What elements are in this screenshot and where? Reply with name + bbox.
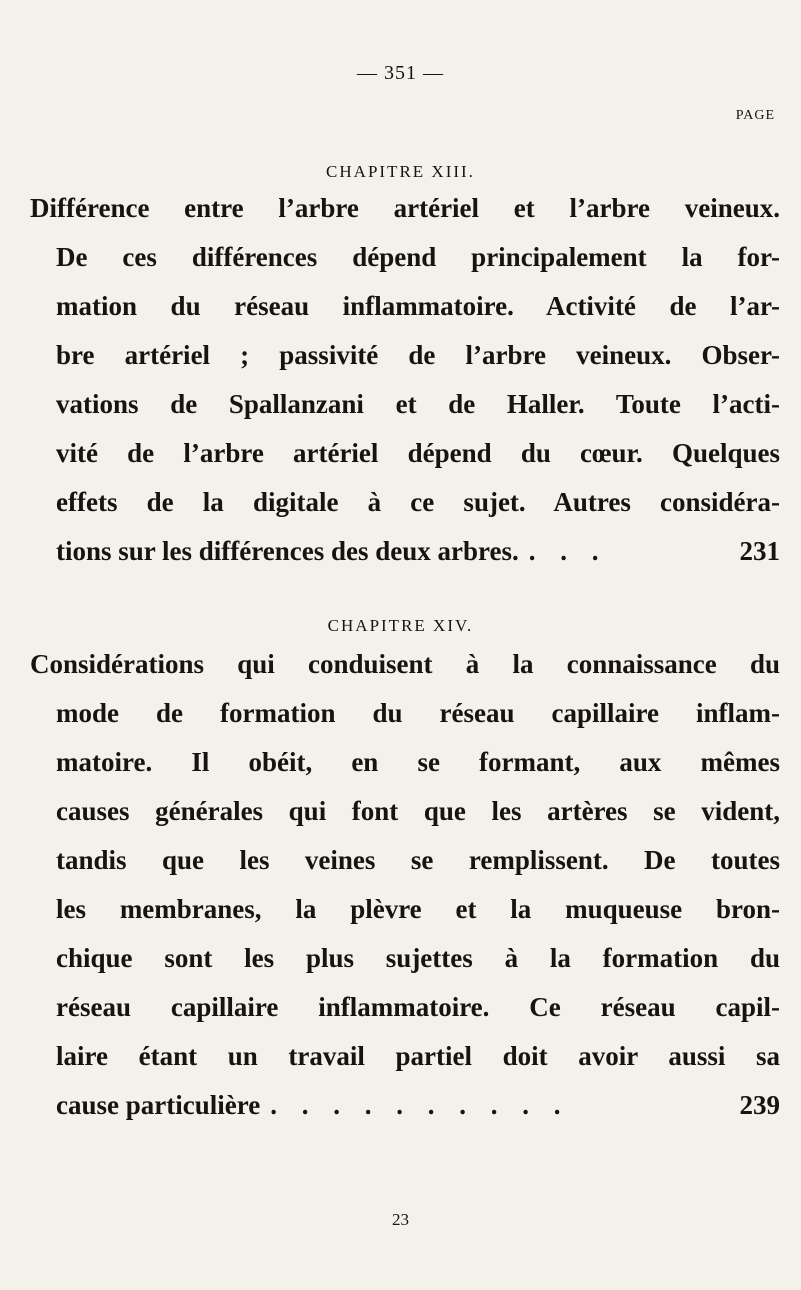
- summary-line: vité de l’arbre artériel dépend du cœur. Quelques: [56, 438, 780, 468]
- summary-line: tions sur les différences des deux arbres.: [56, 536, 519, 566]
- dot-leader: . . .: [528, 536, 608, 566]
- summary-line: mode de formation du réseau capillaire inflam-: [56, 698, 780, 728]
- page-reference: 231: [739, 536, 780, 566]
- page-reference: 239: [739, 1090, 780, 1120]
- summary-last-line: [30, 1081, 780, 1130]
- chapter-heading: CHAPITRE XIV.: [327, 616, 474, 635]
- summary-line: mation du réseau inflammatoire. Activité de l’ar-: [56, 291, 780, 321]
- summary-line: bre artériel ; passivité de l’arbre veineux. Obser-: [56, 340, 780, 370]
- chapter-summary: [30, 640, 780, 1130]
- summary-line: causes générales qui font que les artères se vident,: [56, 796, 780, 826]
- summary-last-line: [30, 527, 780, 576]
- summary-line: laire étant un travail partiel doit avoir aussi sa: [56, 1041, 780, 1071]
- page-column-label: PAGE: [735, 108, 775, 123]
- summary-line: effets de la digitale à ce sujet. Autres considéra-: [56, 487, 780, 517]
- chapter-summary: [30, 184, 780, 576]
- summary-line: vations de Spallanzani et de Haller. Toute l’acti-: [56, 389, 780, 419]
- dot-leader: . . . . . . . . . .: [270, 1090, 570, 1120]
- summary-line: tandis que les veines se remplissent. De toutes: [56, 845, 780, 875]
- summary-line: Différence entre l’arbre artériel et l’arbre veineux.: [30, 193, 780, 223]
- running-head-page-number: — 351 —: [357, 62, 444, 84]
- summary-line: matoire. Il obéit, en se formant, aux mêmes: [56, 747, 780, 777]
- summary-line: Considérations qui conduisent à la connaissance du: [30, 649, 780, 679]
- chapter-heading: CHAPITRE XIII.: [326, 162, 475, 181]
- summary-line: réseau capillaire inflammatoire. Ce réseau capil-: [56, 992, 780, 1022]
- summary-line: chique sont les plus sujettes à la formation du: [56, 943, 780, 973]
- summary-line: les membranes, la plèvre et la muqueuse bron-: [56, 894, 780, 924]
- signature-mark: 23: [392, 1210, 409, 1229]
- summary-line: cause particulière: [56, 1090, 261, 1120]
- summary-line: De ces différences dépend principalement la for-: [56, 242, 780, 272]
